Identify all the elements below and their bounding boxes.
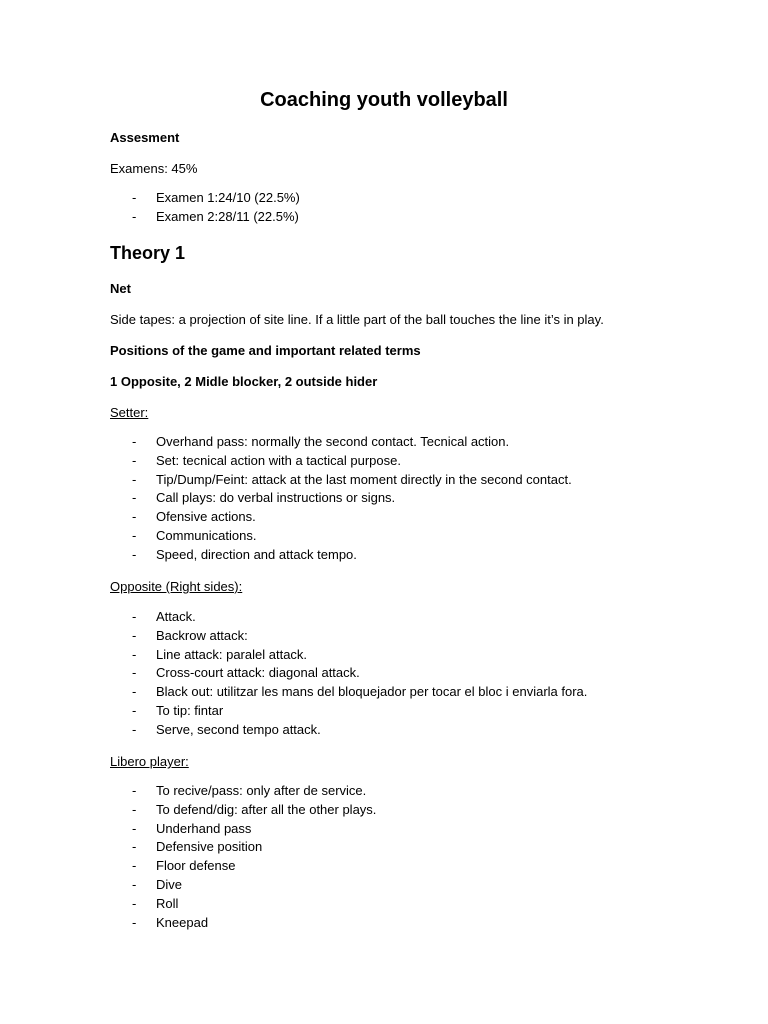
bullet-dash: - [132, 546, 137, 562]
bullet-dash: - [132, 452, 137, 468]
bullet-dash: - [132, 801, 137, 817]
bullet-dash: - [132, 665, 137, 681]
list-item: - Backrow attack: [0, 627, 700, 646]
net-heading: Net [110, 281, 131, 296]
list-item: - Roll [0, 895, 700, 914]
list-item: - Overhand pass: normally the second contact. Tecnical action. [0, 433, 700, 452]
bullet-dash: - [132, 646, 137, 662]
list-item: - Tip/Dump/Feint: attack at the last moment directly in the second contact. [0, 471, 700, 490]
list-item: - Speed, direction and attack tempo. [0, 546, 700, 565]
list-item: - To tip: fintar [0, 702, 700, 721]
list-item: - Dive [0, 876, 700, 895]
list-item: - Underhand pass [0, 820, 700, 839]
list-item: - Kneepad [0, 914, 700, 933]
bullet-dash: - [132, 627, 137, 643]
bullet-dash: - [132, 527, 137, 543]
list-item: - Examen 1:24/10 (22.5%) [0, 189, 700, 208]
bullet-dash: - [132, 858, 137, 874]
bullet-dash: - [132, 876, 137, 892]
assessment-heading: Assesment [110, 130, 180, 145]
bullet-dash: - [132, 839, 137, 855]
libero-heading: Libero player: [110, 754, 189, 769]
bullet-dash: - [132, 471, 137, 487]
list-item: - Cross-court attack: diagonal attack. [0, 664, 700, 683]
list-item: - Set: tecnical action with a tactical purpose. [0, 452, 700, 471]
opposite-list [0, 608, 700, 740]
list-item: - Defensive position [0, 838, 700, 857]
list-item: - Attack. [0, 608, 700, 627]
setter-list [0, 433, 700, 565]
positions-heading: Positions of the game and important related terms [110, 343, 421, 358]
list-item: - Communications. [0, 527, 700, 546]
side-tapes-text: Side tapes: a projection of site line. If a little part of the ball touches the line it’s in play. [110, 312, 604, 327]
setter-heading: Setter: [110, 405, 149, 420]
document-title: Coaching youth volleyball [260, 89, 508, 111]
list-item: - Serve, second tempo attack. [0, 721, 700, 740]
theory-heading: Theory 1 [110, 243, 186, 263]
libero-list [0, 782, 700, 932]
list-item: - Ofensive actions. [0, 508, 700, 527]
bullet-dash: - [132, 509, 137, 525]
bullet-dash: - [132, 820, 137, 836]
bullet-dash: - [132, 434, 137, 449]
bullet-dash: - [132, 609, 137, 624]
list-item: - Line attack: paralel attack. [0, 646, 700, 665]
bullet-dash: - [132, 914, 137, 930]
bullet-dash: - [132, 190, 137, 205]
bullet-dash: - [132, 490, 137, 506]
bullet-dash: - [132, 783, 137, 798]
opposite-heading: Opposite (Right sides): [110, 579, 243, 594]
list-item: - Call plays: do verbal instructions or signs. [0, 489, 700, 508]
bullet-dash: - [132, 895, 137, 911]
list-item: - Examen 2:28/11 (22.5%) [0, 208, 700, 227]
exams-line: Examens: 45% [110, 161, 198, 176]
list-item: - To defend/dig: after all the other plays. [0, 801, 700, 820]
bullet-dash: - [132, 721, 137, 737]
list-item: - Black out: utilitzar les mans del bloquejador per tocar el bloc i enviarla fora. [0, 683, 700, 702]
positions-line: 1 Opposite, 2 Midle blocker, 2 outside hider [110, 374, 378, 389]
list-item: - To recive/pass: only after de service. [0, 782, 700, 801]
bullet-dash: - [132, 684, 137, 700]
exams-list [0, 189, 700, 227]
list-item: - Floor defense [0, 857, 700, 876]
bullet-dash: - [132, 208, 137, 224]
bullet-dash: - [132, 702, 137, 718]
